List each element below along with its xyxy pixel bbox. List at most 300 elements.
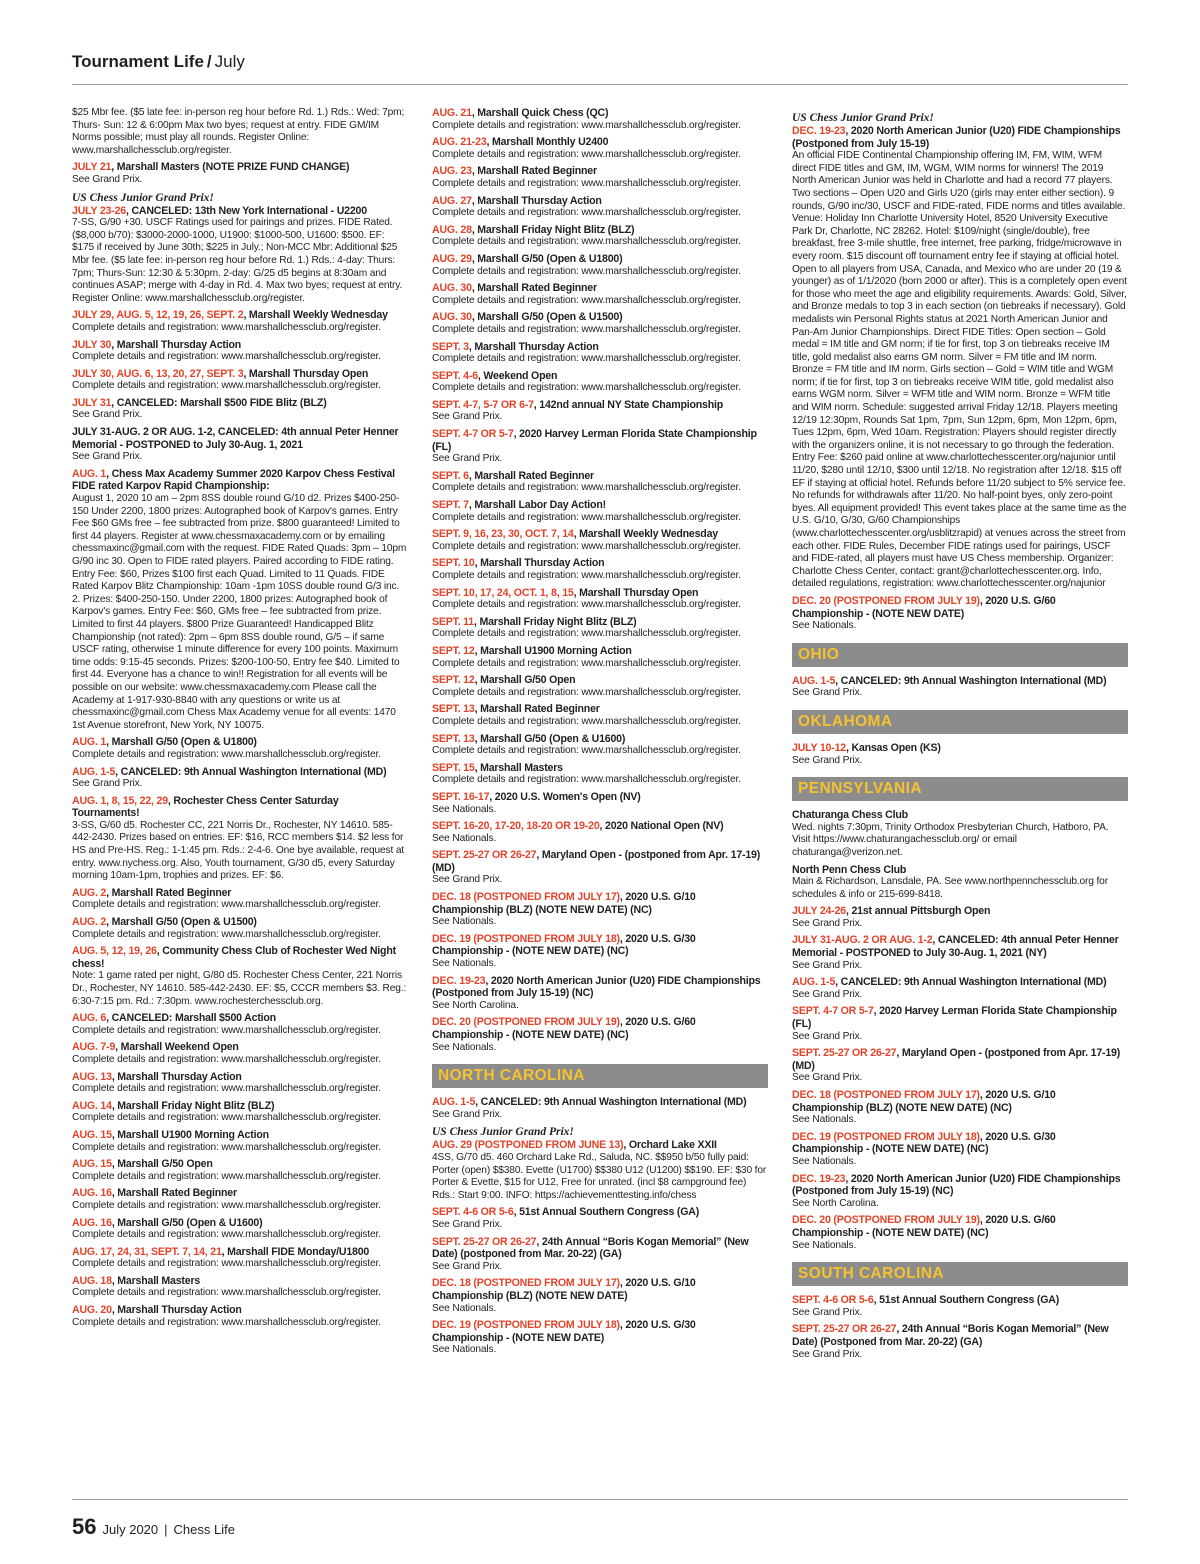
tournament-entry — [432, 820, 768, 845]
header-separator: / — [206, 52, 212, 71]
entry-details: Complete details and registration: www.marshallchessclub.org/register. — [72, 1083, 381, 1095]
entry-date: AUG. 28 — [432, 223, 472, 236]
entry-heading — [72, 1304, 408, 1317]
entry-details: See Grand Prix. — [792, 754, 863, 766]
tournament-entry — [792, 1323, 1128, 1361]
entry-heading — [792, 1214, 1128, 1239]
entry-details: See Grand Prix. — [72, 173, 143, 185]
entry-details: Complete details and registration: www.marshallchessclub.org/register. — [432, 265, 741, 277]
entry-details: 3-SS, G/60 d5. Rochester CC, 221 Norris Dr., Rochester, NY 14610. 585-442-2430. Prizes based on entries. EF: $16, RCC members $14. $2 less for HS and Pre-HS. Reg.: 1-1:45 pm. Rds.: 2-4-6. One bye available, request at entry. www.nychess.org. Also, Youth tournament, G/30 d5, every Saturday morning 10am-1pm, trophies and prizes. EF: $6. — [72, 819, 405, 882]
entry-heading — [72, 397, 408, 410]
entry-title: , 51st Annual Southern Congress (GA) — [873, 1294, 1060, 1307]
entry-date: JULY 23-26 — [72, 204, 126, 217]
entry-date: JULY 31 — [72, 396, 112, 409]
tournament-entry — [792, 1089, 1128, 1127]
entry-heading — [432, 136, 768, 149]
footer-separator: | — [164, 1522, 168, 1537]
entry-heading — [432, 1096, 768, 1109]
entry-details: See Grand Prix. — [792, 1306, 863, 1318]
entry-heading — [432, 253, 768, 266]
column-3 — [792, 107, 1128, 1492]
entry-title: , Kansas Open (KS) — [845, 741, 941, 754]
entry-title: , Rochester Chess Center Saturday Tournaments! — [72, 794, 339, 820]
entry-title: , Marshall G/50 Open — [474, 674, 576, 687]
entry-details: Complete details and registration: www.marshallchessclub.org/register. — [432, 353, 741, 365]
tournament-entry — [72, 1217, 408, 1242]
entry-title: , CANCELED: 13th New York International - U2200 — [125, 204, 367, 217]
entry-heading — [792, 1173, 1128, 1198]
entry-heading — [432, 1016, 768, 1041]
entry-heading — [792, 1089, 1128, 1114]
entry-details: See Nationals. — [432, 1302, 497, 1314]
entry-title: , Marshall U1900 Morning Action — [111, 1128, 269, 1141]
entry-date: SEPT. 7 — [432, 499, 469, 512]
tournament-entry — [792, 1131, 1128, 1169]
entry-date: AUG. 1-5 — [792, 674, 836, 687]
entry-heading — [432, 557, 768, 570]
tournament-entry — [432, 528, 768, 553]
entry-details: Complete details and registration: www.marshallchessclub.org/register. — [432, 119, 741, 131]
entry-title: North Penn Chess Club — [792, 863, 907, 876]
tournament-entry — [432, 499, 768, 524]
entry-date: SEPT. 13 — [432, 732, 475, 745]
entry-title: , Marshall G/50 (Open & U1600) — [474, 732, 626, 745]
entry-details: Complete details and registration: www.marshallchessclub.org/register. — [72, 1141, 381, 1153]
entry-date: SEPT. 16-17 — [432, 790, 490, 803]
entry-date: AUG. 29 (POSTPONED FROM JUNE 13) — [432, 1139, 624, 1152]
entry-date: DEC. 19 (POSTPONED FROM JULY 18) — [792, 1130, 980, 1143]
entry-date: SEPT. 4-6 OR 5-6 — [432, 1206, 514, 1219]
tournament-entry — [792, 905, 1128, 930]
column-1 — [72, 107, 408, 1492]
entry-details: Complete details and registration: www.marshallchessclub.org/register. — [72, 748, 381, 760]
entry-details: An official FIDE Continental Championship offering IM, FM, WIM, WFM direct FIDE titles and GM, IM, WGM, WIM norms for winners! The 2019 North American Junior was held in Charlotte and had a record 77 players. Two sections – Open U20 and Girls U20 (girls may enter either section). 9 rounds, G/90 inc/30, USCF and FIDE-rated, FIDE norms and titles available. Venue: Holiday Inn Charlotte University Hotel, 8520 University Executive Park Dr, Charlotte, NC 28262. Hotel: $109/night (single/double), free breakfast, free 3-mile shuttle, free internet, free parking, fridge/microwave in every room. $15 discount off tournament entry fee if staying at official hotel. Open to all players from USA, Canada, and Mexico who are under 20 (19 & younger) as of 1/1/2020 (born 2000 or after). This is a completely open event for those who meet the age and eligibility requirements. Awards: Gold, Silver, and Bronze medals to top 3 in each section (on tiebreaks if necessary). Gold medalists win Personal Rights status at 2021 North American Junior and Pan-Am Junior Championships. Direct FIDE Titles: Open section – Gold medal = IM title and GM norm; if tie for first, top 3 on tiebreaks receive IM title, gold medalist also earns GM norm. Silver = FM title and IM norm. Bronze = FM title and IM norm. Girls section – Gold = WIM title and WGM norm; if tie for first, top 3 on tiebreaks receive WIM title, gold medalist also earns WGM norm. Silver = WFM title and WIM norm. Bronze = WFM title and WIM norm. Schedule: suggested arrival Friday 12/18. Players meeting 12/19 12:30pm, Rounds Sat 1pm, 7pm, Sun 12pm, 6pm, Mon 12pm, 6pm, Tues 12pm, 6pm, Wed 10am. Registration: Players should register directly with the organizers online, it is not necessary to go through the federation. Entry Fee: $260 paid online at www.charlottechesscenter.org/najunior until 11/20, $280 until 12/10, $300 until 12/18. No registration after 12/18. $15 off EF if staying at official hotel. Refunds before 11/20 subject to 5% service fee. No refunds for withdrawals after 11/20. No half-point byes, only zero-point byes. All equipment provided! This event takes place at the same time as the U.S. G/10, G/30, G/60 Championships (www.charlottechesscenter.org/usblitzrapid) at venues across the street from each other. FIDE Rules, December FIDE ratings used for pairings, USCF and FIDE-rated, all players must have US Chess membership. Organizer: Charlotte Chess Center, contact: grant@charlottechesscenter.org. Info, detailed regulations, registration: www.charlottechesscenter.org/najunior — [792, 150, 1127, 590]
entry-title: , 51st Annual Southern Congress (GA) — [513, 1206, 700, 1219]
entry-title: , 2020 U.S. Women's Open (NV) — [489, 790, 641, 803]
tournament-entry — [72, 1304, 408, 1329]
entry-heading — [432, 1139, 768, 1152]
entry-date: AUG. 21-23 — [432, 136, 487, 149]
entry-details: See Grand Prix. — [792, 687, 863, 699]
entry-heading — [432, 587, 768, 600]
entry-title: , Marshall Masters — [111, 1274, 201, 1287]
entry-details: Complete details and registration: www.marshallchessclub.org/register. — [432, 148, 741, 160]
tournament-entry — [792, 125, 1128, 591]
tournament-entry — [72, 309, 408, 334]
entry-title: , 2020 Harvey Lerman Florida State Championship (FL) — [432, 428, 757, 453]
entry-heading — [432, 1236, 768, 1261]
entry-details: Complete details and registration: www.marshallchessclub.org/register. — [72, 1112, 381, 1124]
entry-heading — [792, 125, 1128, 150]
entry-details: See Grand Prix. — [432, 1108, 503, 1120]
entry-heading — [72, 945, 408, 970]
entry-date: SEPT. 4-7 OR 5-7 — [792, 1005, 874, 1018]
entry-details: Complete details and registration: www.marshallchessclub.org/register. — [432, 382, 741, 394]
footer-divider — [72, 1499, 1128, 1500]
entry-date: DEC. 19 (POSTPONED FROM JULY 18) — [432, 932, 620, 945]
tournament-entry — [432, 370, 768, 395]
entry-details: Complete details and registration: www.marshallchessclub.org/register. — [72, 899, 381, 911]
tournament-entry — [432, 674, 768, 699]
tournament-entry — [432, 1096, 768, 1121]
entry-date: SEPT. 4-6 OR 5-6 — [792, 1294, 874, 1307]
entry-date: AUG. 1 — [72, 736, 107, 749]
entry-details: Complete details and registration: www.marshallchessclub.org/register. — [72, 928, 381, 940]
tournament-entry — [432, 136, 768, 161]
entry-details: Complete details and registration: www.marshallchessclub.org/register. — [432, 715, 741, 727]
entry-details: Complete details and registration: www.marshallchessclub.org/register. — [432, 628, 741, 640]
entry-date: JULY 31-AUG. 2 OR AUG. 1-2 — [792, 934, 933, 947]
tournament-entry — [72, 1129, 408, 1154]
entry-heading — [432, 1319, 768, 1344]
entry-date: SEPT. 9, 16, 23, 30, OCT. 7, 14 — [432, 528, 574, 541]
entry-title: , Marshall Rated Beginner — [474, 703, 600, 716]
entry-title: , Chess Max Academy Summer 2020 Karpov Chess Festival FIDE rated Karpov Rapid Championship: — [72, 467, 395, 493]
entry-heading — [792, 809, 1128, 822]
entry-date: SEPT. 15 — [432, 761, 475, 774]
entry-details: Complete details and registration: www.marshallchessclub.org/register. — [72, 1199, 381, 1211]
entry-heading — [792, 905, 1128, 918]
entry-details: See Nationals. — [432, 1041, 497, 1053]
entry-title: , Marshall Rated Beginner — [471, 165, 597, 178]
entry-details: See Grand Prix. — [792, 1348, 863, 1360]
entry-heading — [72, 368, 408, 381]
entry-details: Main & Richardson, Lansdale, PA. See www.northpennchessclub.org for schedules & info or 215-699-8418. — [792, 876, 1108, 900]
entry-title: , Community Chess Club of Rochester Wed Night chess! — [72, 945, 396, 970]
entry-details: Complete details and registration: www.marshallchessclub.org/register. — [72, 1170, 381, 1182]
entry-title: , 2020 Harvey Lerman Florida State Championship (FL) — [792, 1005, 1117, 1031]
tournament-entry — [72, 1246, 408, 1271]
entry-heading — [432, 733, 768, 746]
entry-date: DEC. 18 (POSTPONED FROM JULY 17) — [432, 1277, 620, 1290]
entry-date: AUG. 29 — [432, 252, 472, 265]
entry-heading — [792, 1131, 1128, 1156]
entry-details: See Nationals. — [432, 803, 497, 815]
entry-heading — [432, 616, 768, 629]
entry-date: AUG. 30 — [432, 282, 472, 295]
tournament-entry — [72, 736, 408, 761]
tournament-entry — [432, 557, 768, 582]
entry-heading — [792, 864, 1128, 877]
entry-heading — [432, 499, 768, 512]
entry-title: JULY 31-AUG. 2 OR AUG. 1-2, CANCELED: 4th annual Peter Henner Memorial - POSTPONED to July 30-Aug. 1, 2021 — [72, 426, 399, 451]
entry-heading — [72, 339, 408, 352]
entry-heading — [432, 674, 768, 687]
entry-date: JULY 29, AUG. 5, 12, 19, 26, SEPT. 2 — [72, 309, 244, 322]
entry-title: , Marshall Friday Night Blitz (BLZ) — [473, 615, 637, 628]
entry-heading — [72, 1100, 408, 1113]
entry-details: Complete details and registration: www.marshallchessclub.org/register. — [72, 1287, 381, 1299]
entry-title: , CANCELED: 9th Annual Washington International (MD) — [835, 976, 1107, 989]
entry-details: Complete details and registration: www.marshallchessclub.org/register. — [432, 745, 741, 757]
tournament-entry — [72, 916, 408, 941]
entry-details: See Nationals. — [792, 1114, 857, 1126]
tournament-entry — [72, 1012, 408, 1037]
tournament-entry — [432, 224, 768, 249]
tournament-entry — [432, 1206, 768, 1231]
entry-title: , Weekend Open — [477, 369, 558, 382]
entry-heading — [72, 916, 408, 929]
entry-heading — [792, 1323, 1128, 1348]
entry-title: , Marshall Thursday Action — [471, 194, 602, 207]
tournament-entry — [72, 368, 408, 393]
state-heading: OKLAHOMA — [792, 710, 1128, 734]
tournament-entry — [432, 616, 768, 641]
tournament-entry — [72, 1100, 408, 1125]
entry-title: , 2020 U.S. G/30 Championship - (NOTE NEW DATE) (NC) — [432, 932, 696, 958]
entry-date: SEPT. 12 — [432, 644, 475, 657]
tournament-entry — [432, 1016, 768, 1054]
entry-title: , Marshall G/50 (Open & U1600) — [111, 1216, 263, 1229]
entry-heading — [72, 1158, 408, 1171]
entry-heading — [72, 1217, 408, 1230]
entry-title: , Marshall Friday Night Blitz (BLZ) — [471, 223, 635, 236]
entry-date: AUG. 1-5 — [792, 976, 836, 989]
state-heading: SOUTH CAROLINA — [792, 1262, 1128, 1286]
tournament-entry — [72, 426, 408, 464]
entry-date: DEC. 19-23 — [792, 1172, 846, 1185]
entry-date: SEPT. 25-27 OR 26-27 — [792, 1323, 897, 1336]
entry-date: AUG. 27 — [432, 194, 472, 207]
entry-date: SEPT. 4-7 OR 5-7 — [432, 428, 514, 441]
tournament-entry — [432, 849, 768, 887]
entry-details: See Nationals. — [792, 1155, 857, 1167]
entry-title: , 2020 North American Junior (U20) FIDE Championships (Postponed from July 15-19) — [792, 125, 1121, 150]
entry-details: See Grand Prix. — [432, 874, 503, 886]
entry-title: , 2020 North American Junior (U20) FIDE Championships (Postponed from July 15-19) (NC) — [792, 1172, 1121, 1198]
entry-heading — [432, 791, 768, 804]
entry-title: , CANCELED: 9th Annual Washington International (MD) — [835, 674, 1107, 687]
entry-title: , 2020 National Open (NV) — [599, 820, 724, 833]
entry-title: , Maryland Open - (postponed from Apr. 17-19) (MD) — [792, 1047, 1121, 1072]
listings-columns — [72, 107, 1128, 1492]
tournament-entry — [72, 339, 408, 364]
grand-prix-label: US Chess Junior Grand Prix! — [72, 191, 214, 204]
entry-heading — [432, 762, 768, 775]
entry-heading — [792, 1047, 1128, 1072]
tournament-entry — [432, 933, 768, 971]
entry-title: , 2020 U.S. G/10 Championship (BLZ) (NOTE NEW DATE) (NC) — [432, 891, 696, 916]
entry-heading — [792, 1294, 1128, 1307]
entry-heading — [792, 934, 1128, 959]
entry-title: , 21st annual Pittsburgh Open — [845, 905, 991, 918]
entry-details: Complete details and registration: www.marshallchessclub.org/register. — [72, 321, 381, 333]
entry-date: SEPT. 6 — [432, 469, 469, 482]
entry-details: Complete details and registration: www.marshallchessclub.org/register. — [432, 294, 741, 306]
entry-date: AUG. 5, 12, 19, 26 — [72, 945, 157, 958]
entry-details: Complete details and registration: www.marshallchessclub.org/register. — [432, 207, 741, 219]
entry-date: DEC. 18 (POSTPONED FROM JULY 17) — [432, 891, 620, 904]
entry-heading — [792, 976, 1128, 989]
entry-details: See Grand Prix. — [72, 778, 143, 790]
entry-title: , Maryland Open - (postponed from Apr. 17-19) (MD) — [432, 849, 761, 874]
tournament-entry — [792, 934, 1128, 972]
tournament-entry — [432, 1319, 768, 1357]
entry-details: Complete details and registration: www.marshallchessclub.org/register. — [72, 1053, 381, 1065]
tournament-entry — [432, 253, 768, 278]
entry-heading — [432, 282, 768, 295]
entry-details: Wed. nights 7:30pm, Trinity Orthodox Presbyterian Church, Hatboro, PA. Visit https://www.chaturangachessclub.org/ or email chaturanga@verizon.net. — [792, 821, 1109, 858]
entry-heading — [792, 675, 1128, 688]
entry-date: AUG. 6 — [72, 1012, 107, 1025]
publication-name: Chess Life — [173, 1522, 235, 1537]
entry-title: , Marshall Masters — [474, 761, 563, 774]
tournament-entry — [432, 733, 768, 758]
entry-title: , Marshall Thursday Action — [111, 338, 242, 351]
entry-details: See Grand Prix. — [792, 917, 863, 929]
entry-title: , 2020 U.S. G/10 Championship (BLZ) (NOTE NEW DATE) (NC) — [792, 1089, 1056, 1114]
entry-details: See Grand Prix. — [792, 1030, 863, 1042]
entry-date: AUG. 1 — [72, 467, 107, 480]
entry-date: JULY 30 — [72, 338, 112, 351]
tournament-entry — [432, 341, 768, 366]
entry-date: AUG. 1, 8, 15, 22, 29 — [72, 794, 168, 807]
entry-details: See Nationals. — [792, 1239, 857, 1251]
entry-details: See Nationals. — [432, 1344, 497, 1356]
tournament-entry — [432, 470, 768, 495]
issue-date: July 2020 — [102, 1522, 159, 1537]
entry-date: AUG. 2 — [72, 916, 107, 929]
entry-heading — [432, 470, 768, 483]
entry-details: See North Carolina. — [432, 999, 519, 1011]
entry-date: SEPT. 16-20, 17-20, 18-20 OR 19-20 — [432, 820, 600, 833]
entry-title: , 2020 North American Junior (U20) FIDE Championships (Postponed from July 15-19) (NC) — [432, 974, 761, 1000]
entry-heading — [432, 341, 768, 354]
entry-date: AUG. 13 — [72, 1070, 112, 1083]
entry-title: , CANCELED: 9th Annual Washington International (MD) — [115, 765, 387, 778]
entry-title: , Marshall G/50 (Open & U1500) — [106, 916, 257, 929]
entry-heading — [432, 370, 768, 383]
entry-heading — [72, 1041, 408, 1054]
entry-title: , 2020 U.S. G/30 Championship - (NOTE NEW DATE) (NC) — [792, 1130, 1056, 1156]
entry-heading — [432, 820, 768, 833]
entry-heading — [432, 107, 768, 120]
entry-details: See North Carolina. — [792, 1197, 879, 1209]
entry-date: AUG. 7-9 — [72, 1041, 116, 1054]
entry-title: , CANCELED: Marshall $500 Action — [106, 1012, 276, 1025]
entry-details: Complete details and registration: www.marshallchessclub.org/register. — [432, 540, 741, 552]
entry-date: SEPT. 10 — [432, 557, 475, 570]
entry-heading — [432, 428, 768, 453]
entry-title: , Marshall Thursday Action — [474, 557, 605, 570]
state-heading: OHIO — [792, 643, 1128, 667]
entry-title: , Marshall Masters (NOTE PRIZE FUND CHANGE) — [111, 161, 350, 174]
entry-details: Complete details and registration: www.marshallchessclub.org/register. — [72, 1316, 381, 1328]
entry-date: SEPT. 12 — [432, 674, 475, 687]
entry-title: , 24th Annual “Boris Kogan Memorial” (New Date) (postponed from Mar. 20-22) (GA) — [432, 1235, 749, 1261]
tournament-entry — [432, 891, 768, 929]
tournament-entry — [792, 1173, 1128, 1211]
tournament-entry — [432, 1277, 768, 1315]
column-2 — [432, 107, 768, 1492]
entry-heading — [432, 1277, 768, 1302]
entry-date: AUG. 1-5 — [432, 1096, 476, 1109]
tournament-entry — [432, 282, 768, 307]
entry-title: , Marshall Rated Beginner — [111, 1187, 237, 1200]
entry-title: , 2020 U.S. G/10 Championship (BLZ) (NOTE NEW DATE) — [432, 1277, 696, 1302]
entry-title: , Marshall Weekend Open — [115, 1041, 239, 1054]
entry-title: , Marshall Weekly Wednesday — [243, 309, 388, 322]
entry-details: Complete details and registration: www.marshallchessclub.org/register. — [432, 599, 741, 611]
tournament-entry — [792, 675, 1128, 700]
entry-title: , Marshall Rated Beginner — [106, 886, 232, 899]
entry-date: SEPT. 10, 17, 24, OCT. 1, 8, 15 — [432, 586, 574, 599]
tournament-entry — [432, 428, 768, 466]
entry-date: SEPT. 3 — [432, 340, 469, 353]
entry-date: JULY 21 — [72, 161, 112, 174]
tournament-entry — [72, 107, 408, 157]
entry-title: , Marshall Rated Beginner — [471, 282, 597, 295]
entry-details: See Grand Prix. — [432, 411, 503, 423]
tournament-entry — [432, 791, 768, 816]
entry-heading — [432, 1206, 768, 1219]
entry-date: DEC. 20 (POSTPONED FROM JULY 19) — [792, 594, 980, 607]
entry-details: Complete details and registration: www.marshallchessclub.org/register. — [72, 351, 381, 363]
entry-date: DEC. 20 (POSTPONED FROM JULY 19) — [792, 1214, 980, 1227]
entry-date: JULY 10-12 — [792, 741, 846, 754]
entry-heading — [72, 795, 408, 820]
entry-details: Complete details and registration: www.marshallchessclub.org/register. — [72, 1024, 381, 1036]
entry-title: , Marshall Weekly Wednesday — [573, 528, 718, 541]
entry-title: , Marshall G/50 (Open & U1800) — [471, 252, 623, 265]
entry-details: Complete details and registration: www.marshallchessclub.org/register. — [432, 177, 741, 189]
entry-heading — [792, 742, 1128, 755]
entry-title: , Marshall Rated Beginner — [468, 469, 594, 482]
entry-details: See Grand Prix. — [72, 409, 143, 421]
entry-date: SEPT. 25-27 OR 26-27 — [432, 849, 537, 862]
entry-date: DEC. 19 (POSTPONED FROM JULY 18) — [432, 1319, 620, 1332]
tournament-entry — [72, 945, 408, 1008]
entry-details: August 1, 2020 10 am – 2pm 8SS double round G/10 d2. Prizes $400-250-150 Under 2200, 1800 prizes: Autographed book of Karpov's games. Entry Fee $60 GMs free – fee subtracted from prize. $800 guaranteed! Limited to first 44 players. Register at www.chessmaxacademy.com or by emailing chessmaxinc@gmail.com with the request. FIDE Rated Quads: 3pm – 10pm G/90 inc 30. Open to FIDE rated players. Paired according to FIDE rating. Entry Fee: $60, Prizes $100 first each Quad. Limited to 11 Quads. FIDE Rated Karpov Blitz Championship: 10am -1pm 10SS double round G/3 inc. 2. Prizes: $400-250-150. Under 2200, 1800 prizes: Autographed book of Karpov's games. Entry Fee: $60, GMs free – fee subtracted from prize. Limited to first 44 players. $800 Prize Guaranteed! Handicapped Blitz Championship (not rated): 2pm – 6pm 8SS double round, G/5 – if same USCF rating, otherwise 1 minute difference for every 100 points. Maximum time odds: 9:15-45 seconds. Prizes: $200-100-50, Entry fee $40. Limited to first 44. Everyone has a chance to win!! Registration for all events will be possible on our website: www.chessmaxacademy.com Please call the Academy at 1-917-930-8840 with any questions or write us at chessmaxinc@gmail.com Chess Max Academy venue for all events: 1470 1st Avenue storefront, New York, NY 10075. — [72, 493, 407, 731]
entry-title: , 2020 U.S. G/60 Championship - (NOTE NEW DATE) (NC) — [792, 1214, 1056, 1239]
tournament-entry — [72, 887, 408, 912]
entry-heading — [72, 309, 408, 322]
entry-details: See Nationals. — [432, 832, 497, 844]
tournament-entry — [432, 1139, 768, 1202]
entry-details: See Nationals. — [792, 620, 857, 632]
tournament-entry — [792, 864, 1128, 902]
entry-heading — [432, 849, 768, 874]
tournament-entry — [72, 397, 408, 422]
entry-heading — [432, 645, 768, 658]
entry-heading — [432, 975, 768, 1000]
entry-title: , Marshall G/50 (Open & U1500) — [471, 311, 623, 324]
entry-title: , Marshall Quick Chess (QC) — [471, 107, 609, 119]
entry-title: , 2020 U.S. G/30 Championship - (NOTE NEW DATE) — [432, 1319, 696, 1344]
entry-details: Complete details and registration: www.marshallchessclub.org/register. — [432, 511, 741, 523]
tournament-entry — [432, 399, 768, 424]
entry-details: See Nationals. — [432, 958, 497, 970]
entry-date: AUG. 15 — [72, 1158, 112, 1171]
tournament-entry — [792, 976, 1128, 1001]
entry-details: Complete details and registration: www.marshallchessclub.org/register. — [72, 1258, 381, 1270]
entry-details: 4SS, G/70 d5. 460 Orchard Lake Rd., Saluda, NC. $$950 b/50 fully paid: Porter (open) $$380. Evette (U1700) $$380 U12 (U1200) $$190. EF: $30 for Porter & Evette, $15 for U12, Free for unrated. (incl $8 campground fee) Rds.: Start 9:00. INFO: https://achievementtesting.info/chess — [432, 1151, 767, 1201]
grand-prix-label: US Chess Junior Grand Prix! — [432, 1126, 574, 1139]
tournament-entry — [432, 311, 768, 336]
entry-details: See Grand Prix. — [792, 959, 863, 971]
entry-title: , Marshall G/50 (Open & U1800) — [106, 736, 257, 749]
state-heading: PENNSYLVANIA — [792, 777, 1128, 801]
tournament-entry — [72, 205, 408, 306]
tournament-entry — [72, 468, 408, 732]
entry-title: , 142nd annual NY State Championship — [533, 398, 723, 411]
entry-heading — [432, 165, 768, 178]
entry-heading — [72, 1246, 408, 1259]
entry-details: Complete details and registration: www.marshallchessclub.org/register. — [432, 323, 741, 335]
header-divider — [72, 84, 1128, 85]
entry-title: , Marshall Monthly U2400 — [486, 136, 609, 149]
tournament-entry — [792, 1294, 1128, 1319]
